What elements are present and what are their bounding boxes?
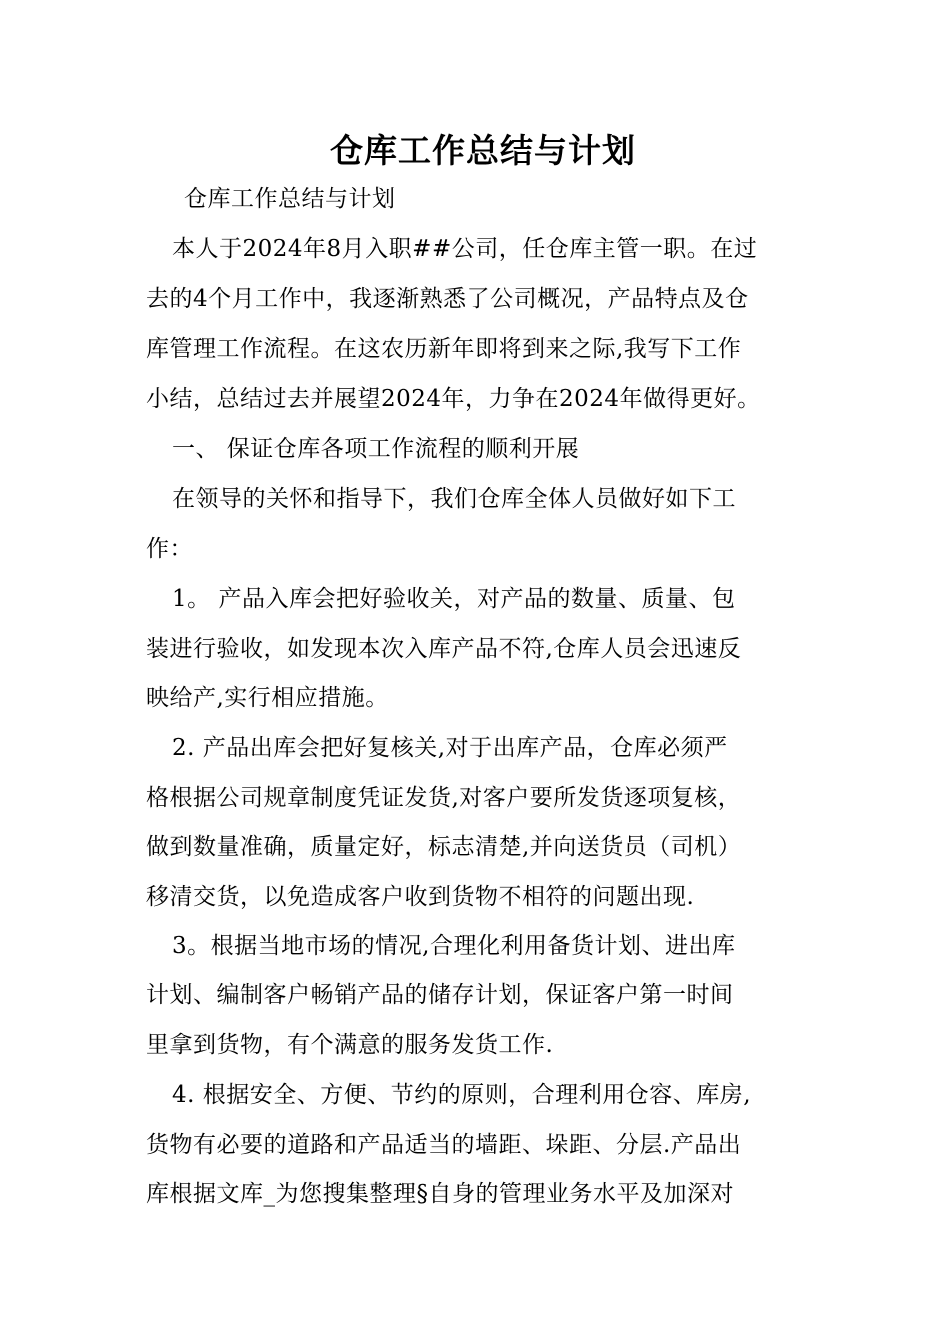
list-item-line: 4. 根据安全、方便、节约的原则，合理利用仓容、库房,: [172, 1082, 752, 1108]
document-title: 仓库工作总结与计划: [330, 131, 636, 170]
list-item-line: 计划、编制客户畅销产品的储存计划，保证客户第一时间: [146, 982, 734, 1008]
section-heading: 一、 保证仓库各项工作流程的顺利开展: [172, 436, 580, 462]
document-subtitle: 仓库工作总结与计划: [184, 186, 396, 212]
list-item-line: 2. 产品出库会把好复核关,对于出库产品，仓库必须严: [172, 735, 728, 761]
list-item-line: 做到数量准确，质量定好，标志清楚,并向送货员（司机）: [146, 834, 742, 860]
paragraph-line: 库管理工作流程。在这农历新年即将到来之际,我写下工作: [146, 336, 742, 362]
paragraph-line: 小结，总结过去并展望2024年，力争在2024年做得更好。: [146, 386, 761, 412]
list-item-line: 映给产,实行相应措施。: [146, 685, 389, 711]
list-item-line: 货物有必要的道路和产品适当的墙距、垛距、分层.产品出: [146, 1132, 742, 1158]
list-item-line: 里拿到货物，有个满意的服务发货工作.: [146, 1032, 554, 1058]
paragraph-line: 去的4个月工作中，我逐渐熟悉了公司概况，产品特点及仓: [146, 286, 749, 312]
paragraph-line: 本人于2024年8月入职##公司，任仓库主管一职。在过: [172, 236, 758, 262]
list-item-line: 库根据文库_为您搜集整理§自身的管理业务水平及加深对: [146, 1181, 734, 1207]
list-item-line: 装进行验收，如发现本次入库产品不符,仓库人员会迅速反: [146, 636, 742, 662]
list-item-line: 格根据公司规章制度凭证发货,对客户要所发货逐项复核，: [146, 785, 742, 811]
list-item-line: 3。根据当地市场的情况,合理化利用备货计划、进出库: [172, 933, 736, 959]
paragraph-line: 作：: [146, 536, 193, 562]
list-item-line: 移清交货，以免造成客户收到货物不相符的问题出现.: [146, 884, 695, 910]
list-item-line: 1。 产品入库会把好验收关，对产品的数量、质量、包: [172, 586, 736, 612]
paragraph-line: 在领导的关怀和指导下，我们仓库全体人员做好如下工: [172, 486, 736, 512]
